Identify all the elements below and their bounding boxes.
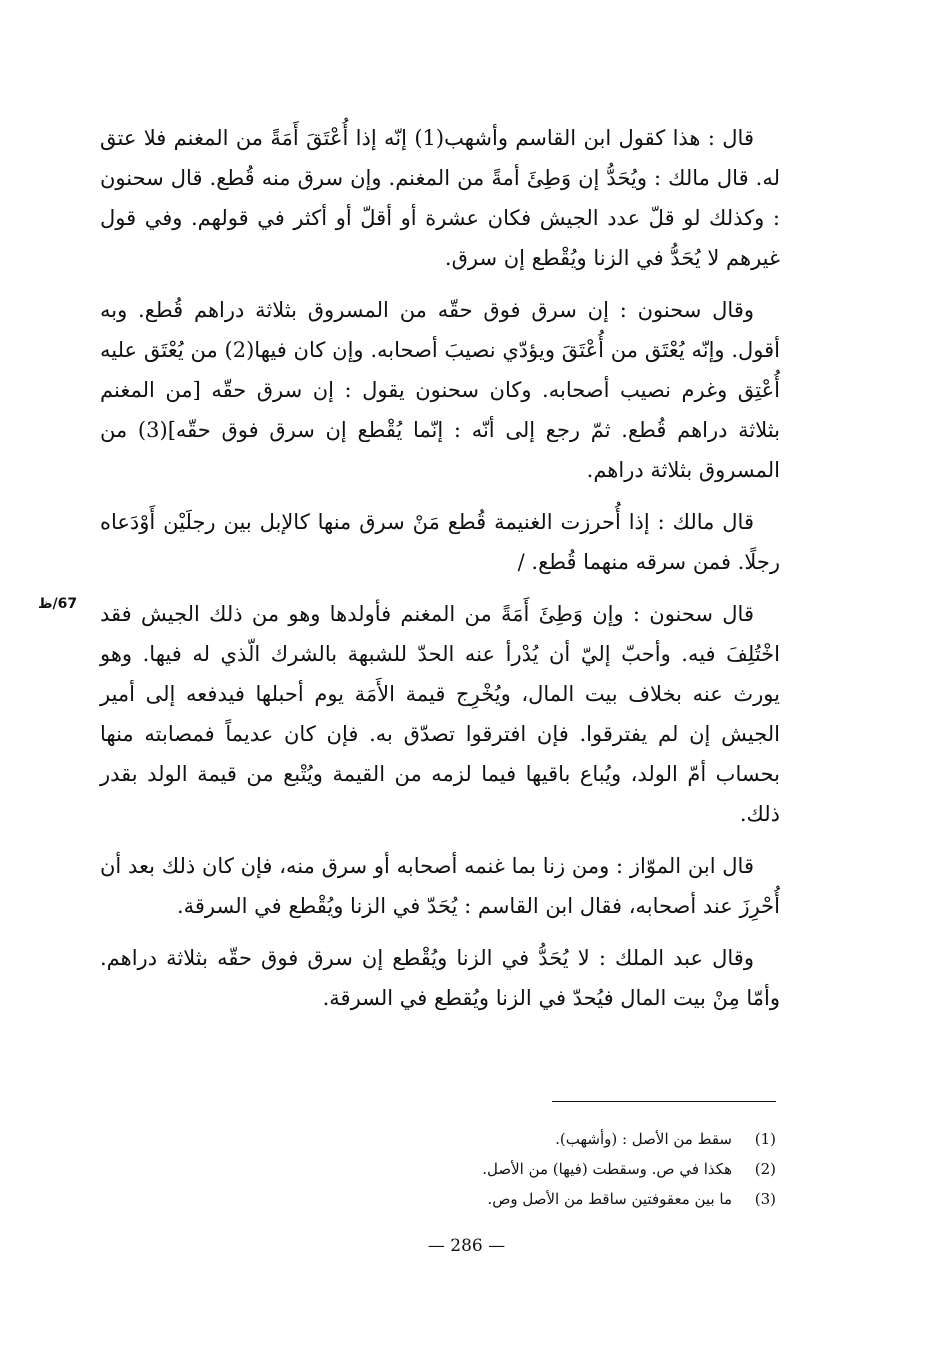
- footnotes: [300, 1124, 776, 1214]
- footnote: [300, 1154, 776, 1184]
- footnote-text: هكذا في ص. وسقطت (فيها) من الأصل.: [482, 1160, 732, 1178]
- paragraph-4: قال سحنون : وإن وَطِئَ أَمَةً من المغنم فأولدها وهو من ذلك الجيش فقد اخْتُلِفَ فيه. وأحبّ إليّ أن يُدْرأ عنه الحدّ للشبهة بالشرك الّذي له فيها. وهو يورث عنه بخلاف بيت المال، ويُخْرِج قيمة الأَمَة يوم أحبلها فيدفعه إلى أمير الجيش إن لم يفترقوا. فإن افترقوا تصدّق به. فإن كان عديماً فمصابته منها بحساب أمّ الولد، ويُباع باقيها فيما لزمه من القيمة ويُتْبع من قيمة الولد بقدر ذلك.: [100, 602, 780, 826]
- footnote-number: (3): [754, 1190, 776, 1208]
- paragraph-5: قال ابن الموّاز : ومن زنا بما غنمه أصحابه أو سرق منه، فإن كان ذلك بعد أن أُحْرِزَ عند أصحابه، فقال ابن القاسم : يُحَدّ في الزنا ويُقْطع في السرقة.: [100, 854, 780, 918]
- footnote-separator: [552, 1101, 776, 1102]
- footnote-number: (1): [754, 1130, 776, 1148]
- footnote: [300, 1124, 776, 1154]
- manuscript-folio-marker: 67/ظ: [38, 596, 78, 612]
- paragraph-6: وقال عبد الملك : لا يُحَدُّ في الزنا ويُقْطع إن سرق فوق حقّه بثلاثة دراهم. وأمّا مِنْ بيت المال فيُحدّ في الزنا ويُقطع في السرقة.: [100, 946, 780, 1010]
- paragraph-1: قال : هذا كقول ابن القاسم وأشهب(1) إنّه إذا أُعْتَقَ أَمَةً من المغنم فلا عتق له. قال مالك : ويُحَدُّ إن وَطِئَ أمةً من المغنم. وإن سرق منه قُطع. قال سحنون : وكذلك لو قلّ عدد الجيش فكان عشرة أو أقلّ أو أكثر في قولهم. وفي قول غيرهم لا يُحَدُّ في الزنا ويُقْطع إن سرق.: [100, 126, 780, 270]
- paragraph-3: قال مالك : إذا أُحرزت الغنيمة قُطع مَنْ سرق منها كالإبل بين رجلَيْن أَوْدَعاه رجلًا. فمن سرقه منهما قُطع. /: [100, 510, 780, 574]
- footnote-number: (2): [754, 1160, 776, 1178]
- footnote-text: ما بين معقوفتين ساقط من الأصل وص.: [487, 1190, 732, 1208]
- paragraph-2: وقال سحنون : إن سرق فوق حقّه من المسروق بثلاثة دراهم قُطع. وبه أقول. وإنّه يُعْتَق من أُعْتَقَ ويؤدّي نصيبَ أصحابه. وإن كان فيها(2) من يُعْتَق عليه أُعْتِق وغرم نصيب أصحابه. وكان سحنون يقول : إن سرق حقّه [من المغنم بثلاثة دراهم قُطع. ثمّ رجع إلى أنّه : إنّما يُقْطع إن سرق فوق حقّه](3) من المسروق بثلاثة دراهم.: [100, 298, 780, 482]
- footnote-text: سقط من الأصل : (وأشهب).: [555, 1130, 732, 1148]
- main-text: [100, 118, 780, 1030]
- page-number: — 286 —: [427, 1236, 506, 1256]
- footnote: [300, 1184, 776, 1214]
